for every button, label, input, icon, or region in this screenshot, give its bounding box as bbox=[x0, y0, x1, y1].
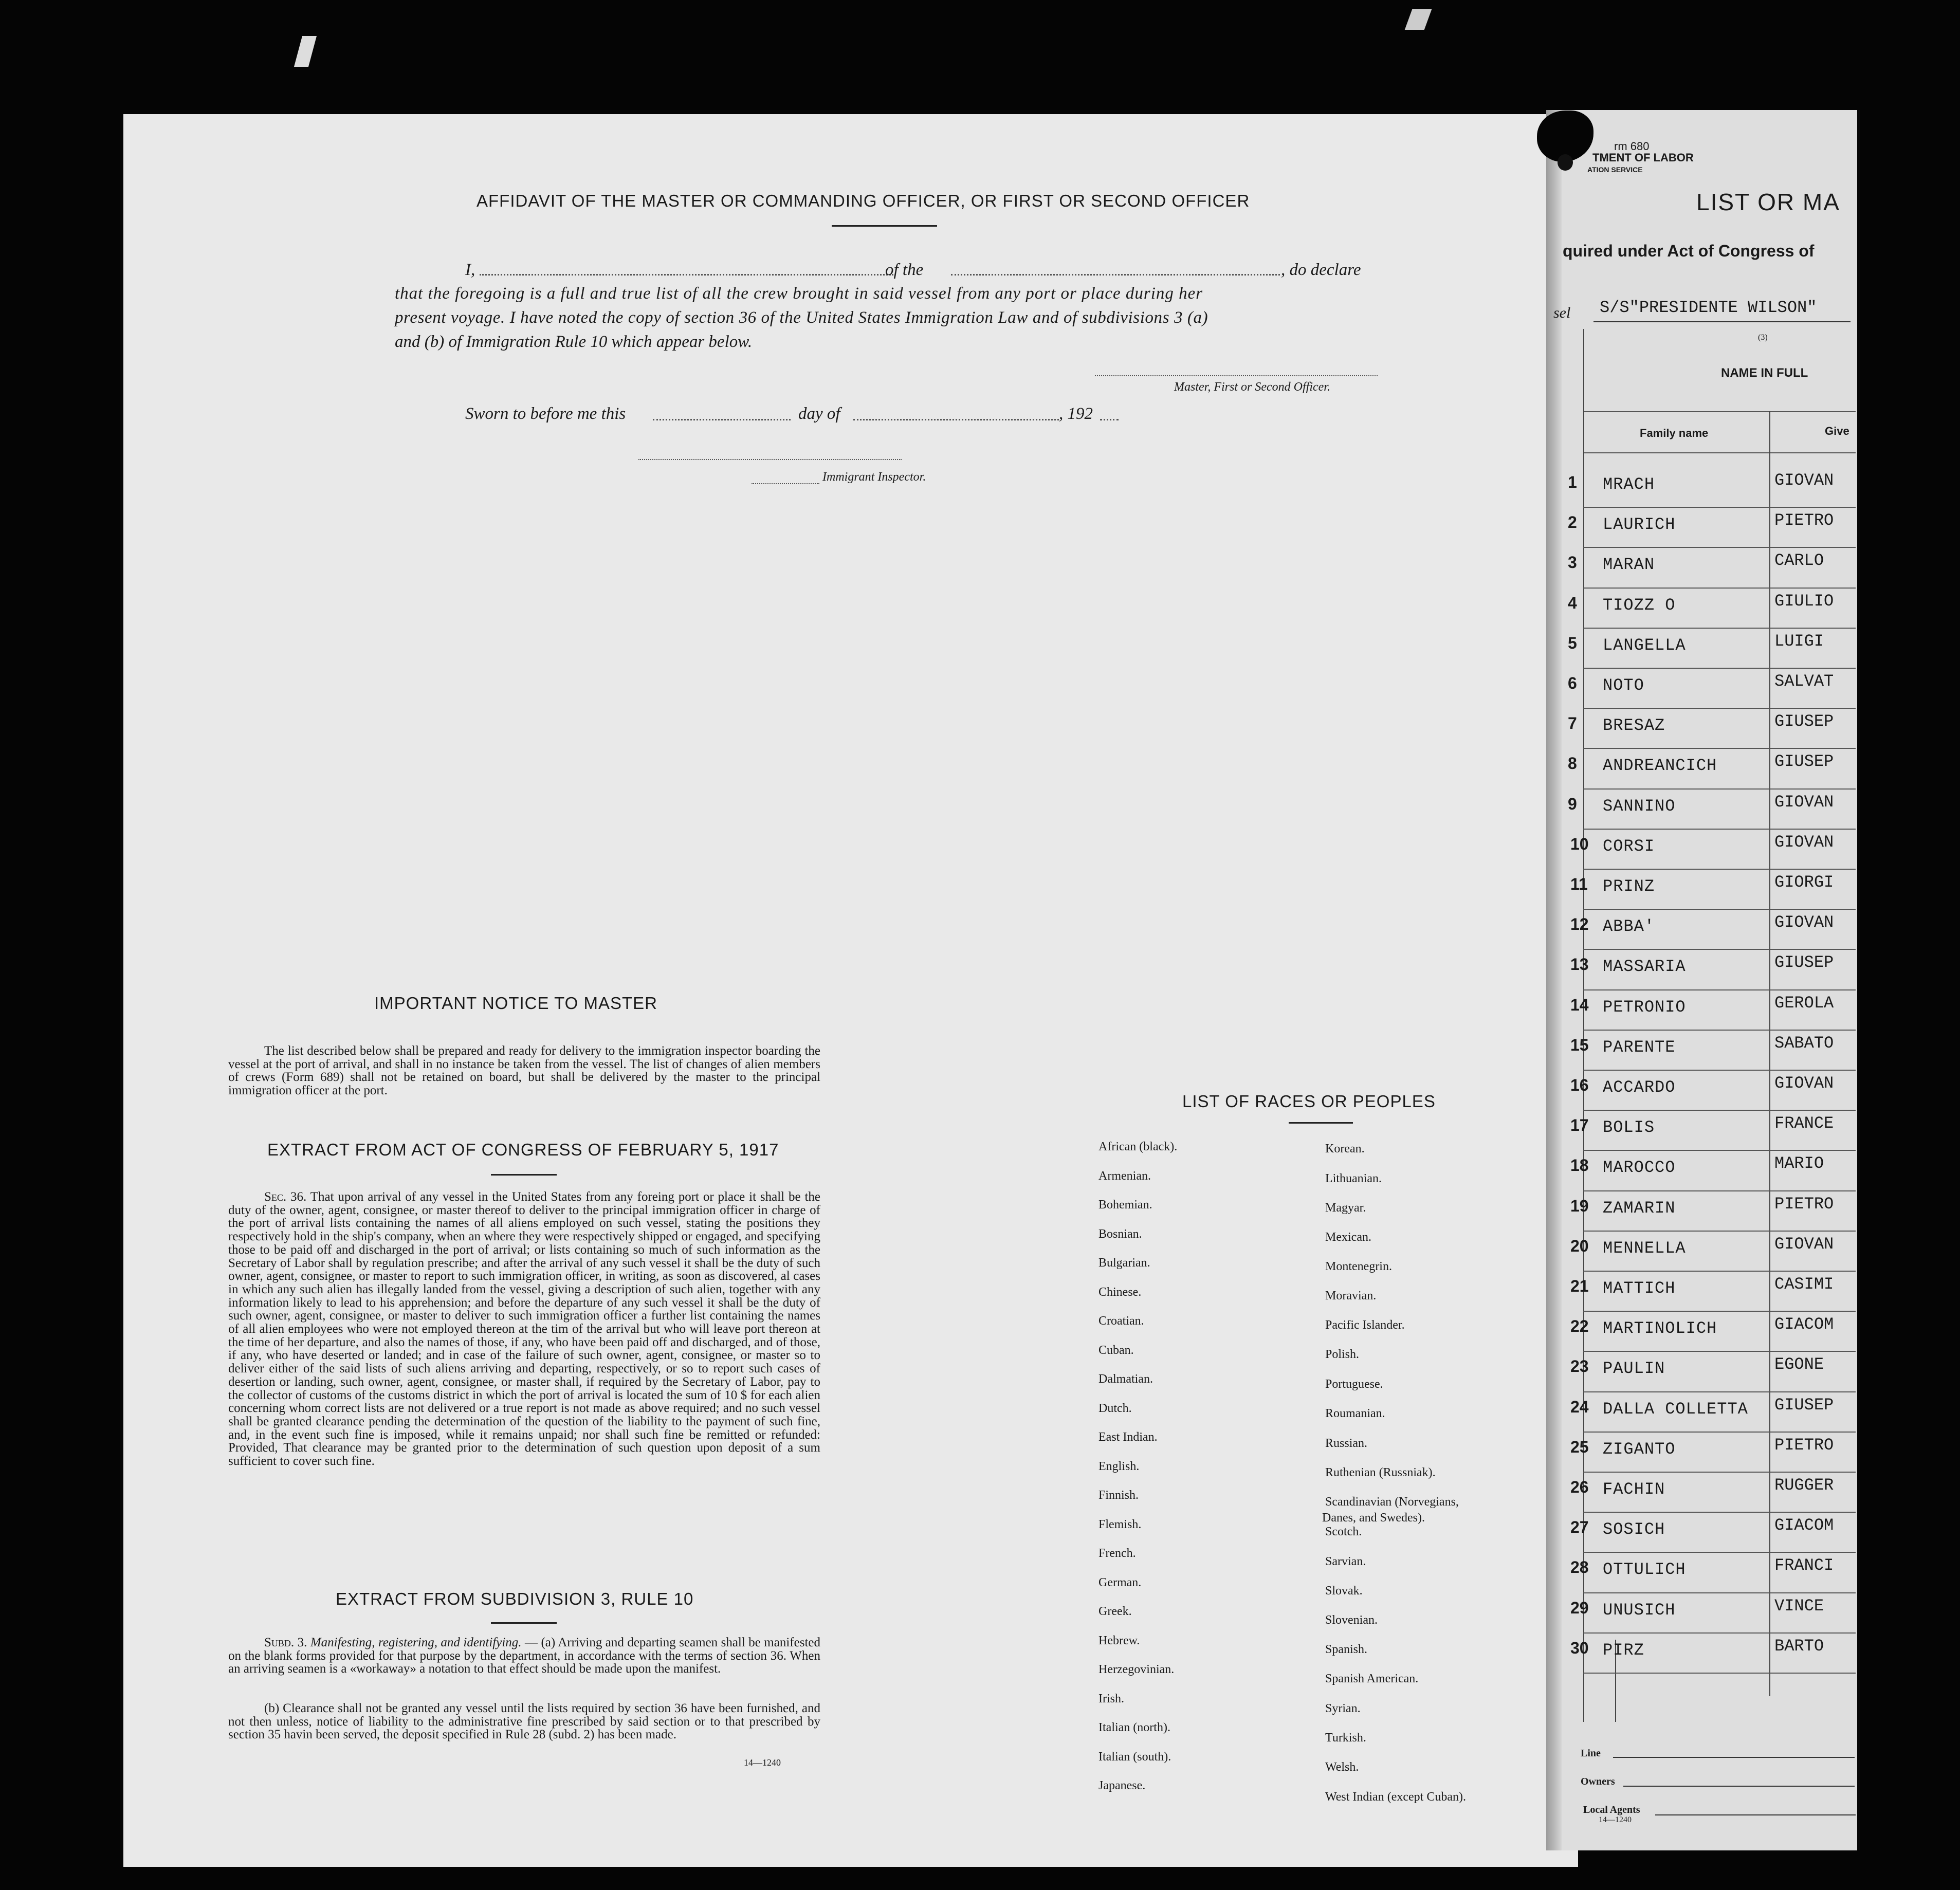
family-name-cell: ABBA' bbox=[1603, 917, 1655, 937]
row-separator bbox=[1583, 1030, 1856, 1031]
family-name-cell: MARAN bbox=[1603, 555, 1655, 575]
row-separator bbox=[1583, 1231, 1856, 1232]
vessel-underline bbox=[1593, 321, 1851, 322]
family-name-cell: SANNINO bbox=[1603, 796, 1676, 816]
row-number: 3 bbox=[1568, 553, 1577, 572]
subdivision-a-text bbox=[228, 1636, 820, 1676]
row-number: 7 bbox=[1568, 714, 1577, 733]
given-name-cell: GIORGI bbox=[1774, 873, 1834, 892]
races-title: LIST OF RACES OR PEOPLES bbox=[1182, 1092, 1436, 1111]
given-name-cell: CASIMI bbox=[1774, 1275, 1834, 1294]
race-item: East Indian. bbox=[1098, 1430, 1158, 1444]
line-underline bbox=[1613, 1757, 1855, 1758]
affidavit-title: AFFIDAVIT OF THE MASTER OR COMMANDING OFFICER, OR FIRST OR SECOND OFFICER bbox=[477, 191, 1250, 210]
extract-congress-title: EXTRACT FROM ACT OF CONGRESS OF FEBRUARY 5, 1917 bbox=[267, 1140, 779, 1159]
section-body: That upon arrival of any vessel in the United States from any foreing port or place it shall be the duty of the owner, agent, consignee, or master thereof to deliver to the principal immigration officer in charge of the port of arrival lists containing the names of all aliens employed on such vessel, stating the positions they respectively hold in the ship's company, when an where they were respectively shipped or engaged, and specifying those to be paid off and discharged in the port of arrival; or lists containing so much of such information as the Secretary of Labor shall by regulation prescribe; and after the arrival of any such vessel it shall be the duty of such owner, agent, consignee, or master to report to such immigration officer, in writing, as soon as discovered, al cases in which any such alien has illegally landed from the vessel, giving a description of such alien, together with any information likely to lead to his apprehension; and before the departure of any such vessel it shall be the duty of such owner, agent, consignee, or master to deliver to such immigration officer a further list containing the names of all alien employees who were not employed thereon at the tim of the arrival but who will leave port thereon at the time of her departure, and also the names of those, if any, who have been paid off and discharged, and of those, if any, who have deserted or landed; and in case of the failure of such owner, agent, consignee, or master so to deliver either of the said lists of such aliens arriving and departing, respectively, or so to report such cases of desertion or landing, such owner, agent, consignee, or master shall, if required by the Secretary of Labor, pay to the collector of customs of the customs district in which the port of arrival is located the sum of 10 $ for each alien concerning whom correct lists are not delivered or a true report is not made as above required; and no such vessel shall be granted clearance pending the determination of the question of the liability to the payment of such fine, and, in the event such fine is imposed, while it remains unpaid; nor shall such fine be remitted or refunded: Provided, That clearance may be granted prior to the determination of such question upon deposit of a sum sufficient to cover such fine. bbox=[228, 1190, 820, 1469]
race-item: Bohemian. bbox=[1098, 1198, 1152, 1212]
row-separator bbox=[1583, 1190, 1856, 1191]
affidavit-of-the: of the bbox=[885, 261, 924, 279]
family-name-cell: PETRONIO bbox=[1603, 997, 1686, 1017]
race-item: Spanish. bbox=[1325, 1643, 1368, 1656]
race-item: Mexican. bbox=[1325, 1231, 1371, 1244]
row-number: 28 bbox=[1570, 1558, 1589, 1577]
race-item: Bosnian. bbox=[1098, 1227, 1142, 1241]
race-item: Scandinavian (Norvegians, bbox=[1325, 1495, 1459, 1509]
family-name-cell: CORSI bbox=[1603, 836, 1655, 856]
given-name-cell: EGONE bbox=[1774, 1355, 1824, 1374]
row-number: 11 bbox=[1570, 875, 1588, 893]
family-name-cell: BRESAZ bbox=[1603, 716, 1665, 736]
name-in-full-header: NAME IN FULL bbox=[1721, 366, 1808, 380]
row-separator bbox=[1583, 748, 1856, 749]
manifest-subtitle: quired under Act of Congress of bbox=[1563, 242, 1815, 260]
row-number: 17 bbox=[1570, 1116, 1589, 1135]
given-name-cell: PIETRO bbox=[1774, 1194, 1834, 1214]
race-item: Syrian. bbox=[1325, 1702, 1361, 1715]
race-item: Korean. bbox=[1325, 1142, 1365, 1155]
row-number: 6 bbox=[1568, 674, 1577, 692]
given-name-cell: SABATO bbox=[1774, 1033, 1834, 1053]
given-name-cell: GIOVAN bbox=[1774, 913, 1834, 932]
given-name-cell: VINCE bbox=[1774, 1596, 1824, 1616]
family-name-cell: MRACH bbox=[1603, 475, 1655, 494]
race-item: Irish. bbox=[1098, 1692, 1124, 1705]
given-name-cell: FRANCE bbox=[1774, 1114, 1834, 1133]
family-name-cell: UNUSICH bbox=[1603, 1600, 1676, 1620]
race-item: Spanish American. bbox=[1325, 1672, 1419, 1685]
inspector-signature-blank[interactable] bbox=[638, 459, 902, 460]
day-blank[interactable] bbox=[653, 419, 791, 420]
given-name-cell: GEROLA bbox=[1774, 993, 1834, 1013]
row-number: 29 bbox=[1570, 1598, 1589, 1617]
race-item: Dalmatian. bbox=[1098, 1372, 1153, 1386]
row-number: 12 bbox=[1570, 915, 1589, 934]
affidavit-line: and (b) of Immigration Rule 10 which appear below. bbox=[395, 333, 753, 351]
row-separator bbox=[1583, 668, 1856, 669]
row-separator bbox=[1583, 1150, 1856, 1151]
section-36-text bbox=[228, 1190, 820, 1468]
race-item: Moravian. bbox=[1325, 1289, 1377, 1302]
given-name-cell: GIUSEP bbox=[1774, 953, 1834, 972]
race-item: German. bbox=[1098, 1575, 1142, 1589]
row-number: 10 bbox=[1570, 834, 1589, 853]
vessel-blank[interactable] bbox=[951, 274, 1280, 276]
race-item: Slovenian. bbox=[1325, 1613, 1378, 1627]
affidavit-i: I, bbox=[465, 261, 475, 279]
form-label: rm 680 bbox=[1614, 140, 1650, 153]
year-label: , 192 bbox=[1059, 405, 1093, 423]
vessel-label: sel bbox=[1553, 304, 1571, 321]
race-item: Bulgarian. bbox=[1098, 1256, 1150, 1270]
subdivision-b-text: (b) Clearance shall not be granted any vessel until the lists required by section 36 have been furnished, and not then unless, notice of liability to the administrative fine prescribed by said section or to that prescribed by section 35 havin been served, the deposit specified in Rule 28 (subd. 2) has been made. bbox=[228, 1701, 820, 1742]
row-separator bbox=[1583, 1592, 1856, 1593]
row-number: 13 bbox=[1570, 955, 1589, 974]
header-rule bbox=[1583, 452, 1856, 453]
family-name-cell: BOLIS bbox=[1603, 1118, 1655, 1137]
section-lead: Sec. 36. bbox=[264, 1190, 307, 1204]
row-number: 16 bbox=[1570, 1076, 1589, 1094]
family-name-cell: MASSARIA bbox=[1603, 957, 1686, 977]
family-name-cell: TIOZZ O bbox=[1603, 595, 1676, 615]
family-name-cell: OTTULICH bbox=[1603, 1560, 1686, 1580]
row-number: 30 bbox=[1570, 1638, 1589, 1657]
vessel-name: S/S"PRESIDENTE WILSON" bbox=[1600, 298, 1817, 317]
family-name-header: Family name bbox=[1640, 427, 1709, 439]
race-item: Ruthenian (Russniak). bbox=[1325, 1466, 1436, 1479]
given-name-cell: CARLO bbox=[1774, 551, 1824, 571]
master-signature-blank[interactable] bbox=[1095, 375, 1378, 376]
sworn-label: Sworn to before me this bbox=[465, 405, 626, 423]
race-item: Italian (north). bbox=[1098, 1721, 1170, 1734]
notice-text: The list described below shall be prepared and ready for delivery to the immigration inspector boarding the vessel at the port of arrival, and shall in no instance be taken from the vessel. The list of changes of alien members of crews (Form 689) shall not be retained on board, but shall be delivered by the master to the principal immigration officer at the port. bbox=[228, 1044, 820, 1098]
row-separator bbox=[1583, 1673, 1856, 1674]
given-name-cell: SALVAT bbox=[1774, 672, 1834, 691]
row-number: 21 bbox=[1570, 1277, 1589, 1295]
race-item: Japanese. bbox=[1098, 1779, 1146, 1792]
family-name-cell: PIRZ bbox=[1603, 1640, 1644, 1660]
row-number: 9 bbox=[1568, 794, 1577, 813]
department-label: TMENT OF LABOR bbox=[1592, 151, 1694, 164]
inspector-dots bbox=[752, 483, 819, 484]
given-name-cell: GIOVAN bbox=[1774, 1234, 1834, 1254]
row-number: 18 bbox=[1570, 1156, 1589, 1175]
family-name-cell: PRINZ bbox=[1603, 877, 1655, 896]
service-label: ATION SERVICE bbox=[1587, 166, 1643, 174]
row-separator bbox=[1583, 1070, 1856, 1071]
form-number: 14—1240 bbox=[744, 1757, 781, 1768]
given-name-cell: GIUSEP bbox=[1774, 712, 1834, 731]
row-number: 27 bbox=[1570, 1518, 1589, 1537]
row-separator bbox=[1583, 1351, 1856, 1352]
row-separator bbox=[1583, 588, 1856, 589]
race-item: Montenegrin. bbox=[1325, 1260, 1392, 1273]
given-name-cell: GIACOM bbox=[1774, 1315, 1834, 1334]
family-name-cell: PARENTE bbox=[1603, 1037, 1676, 1057]
subdivision-a: — (a) Arriving and departing seamen shall be manifested on the blank forms provided for that purpose by the department, in accordance with the terms of section 36. When an arriving seamen is a «workaway» a notation to that effect should be made upon the manifest. bbox=[228, 1636, 820, 1676]
notice-title: IMPORTANT NOTICE TO MASTER bbox=[374, 994, 658, 1013]
given-name-cell: PIETRO bbox=[1774, 1435, 1834, 1455]
row-separator bbox=[1583, 628, 1856, 629]
row-separator bbox=[1583, 1512, 1856, 1513]
family-name-cell: LAURICH bbox=[1603, 515, 1676, 535]
row-separator bbox=[1583, 829, 1856, 830]
family-name-cell: NOTO bbox=[1603, 676, 1644, 695]
race-item: Russian. bbox=[1325, 1437, 1368, 1450]
race-item: Polish. bbox=[1325, 1348, 1360, 1361]
race-item: Armenian. bbox=[1098, 1169, 1151, 1183]
divider bbox=[491, 1622, 557, 1624]
family-name-cell: MARTINOLICH bbox=[1603, 1319, 1717, 1338]
given-name-cell: GIOVAN bbox=[1774, 1074, 1834, 1093]
family-name-cell: FACHIN bbox=[1603, 1480, 1665, 1499]
row-separator bbox=[1583, 547, 1856, 548]
family-name-cell: MAROCCO bbox=[1603, 1158, 1676, 1178]
paper-scrap bbox=[1405, 9, 1432, 30]
race-item: West Indian (except Cuban). bbox=[1325, 1790, 1466, 1804]
agents-underline bbox=[1655, 1814, 1856, 1815]
family-name-cell: ZIGANTO bbox=[1603, 1439, 1676, 1459]
race-item: Dutch. bbox=[1098, 1401, 1132, 1415]
race-item: Flemish. bbox=[1098, 1517, 1142, 1531]
given-name-cell: GIUSEP bbox=[1774, 752, 1834, 772]
race-item: Italian (south). bbox=[1098, 1750, 1171, 1764]
row-separator bbox=[1583, 1472, 1856, 1473]
family-name-cell: MENNELLA bbox=[1603, 1238, 1686, 1258]
paper-scrap bbox=[294, 36, 317, 67]
row-separator bbox=[1583, 1432, 1856, 1433]
race-item: English. bbox=[1098, 1459, 1140, 1473]
affidavit-declare: , do declare bbox=[1281, 261, 1361, 279]
row-separator bbox=[1583, 1391, 1856, 1392]
header-rule bbox=[1583, 411, 1856, 412]
owners-underline bbox=[1623, 1786, 1855, 1787]
given-name-cell: GIOVAN bbox=[1774, 471, 1834, 490]
given-name-cell: GIUSEP bbox=[1774, 1395, 1834, 1415]
master-signature-label: Master, First or Second Officer. bbox=[1174, 380, 1330, 394]
given-name-header: Give bbox=[1825, 425, 1849, 437]
month-blank[interactable] bbox=[853, 419, 1059, 420]
row-number: 1 bbox=[1568, 473, 1577, 491]
day-of-label: day of bbox=[798, 405, 840, 423]
given-name-cell: GIOVAN bbox=[1774, 832, 1834, 852]
row-separator bbox=[1583, 869, 1856, 870]
manifest-form-number: 14—1240 bbox=[1599, 1815, 1632, 1824]
given-name-cell: MARIO bbox=[1774, 1154, 1824, 1173]
family-name-cell: SOSICH bbox=[1603, 1520, 1665, 1539]
divider bbox=[491, 1174, 557, 1176]
local-agents-label: Local Agents bbox=[1583, 1804, 1640, 1815]
extract-subdivision-title: EXTRACT FROM SUBDIVISION 3, RULE 10 bbox=[336, 1589, 694, 1608]
given-name-cell: RUGGER bbox=[1774, 1476, 1834, 1495]
race-item: Danes, and Swedes). bbox=[1322, 1511, 1425, 1525]
race-item: Lithuanian. bbox=[1325, 1172, 1382, 1185]
divider bbox=[1289, 1122, 1353, 1124]
row-separator bbox=[1583, 909, 1856, 910]
race-item: Cuban. bbox=[1098, 1343, 1134, 1357]
column-number: (3) bbox=[1758, 333, 1768, 342]
torn-hole bbox=[1558, 154, 1573, 171]
row-separator bbox=[1583, 989, 1856, 990]
row-number: 20 bbox=[1570, 1236, 1589, 1255]
row-separator bbox=[1583, 1552, 1856, 1553]
column-divider bbox=[1769, 411, 1770, 1696]
line-label: Line bbox=[1581, 1748, 1601, 1759]
family-name-cell: ANDREANCICH bbox=[1603, 756, 1717, 776]
race-item: Portuguese. bbox=[1325, 1378, 1383, 1391]
year-blank[interactable] bbox=[1100, 419, 1119, 420]
given-name-cell: FRANCI bbox=[1774, 1556, 1834, 1575]
race-item: Welsh. bbox=[1325, 1760, 1359, 1774]
row-number: 2 bbox=[1568, 513, 1577, 532]
row-separator bbox=[1583, 1110, 1856, 1111]
row-number: 26 bbox=[1570, 1478, 1589, 1496]
race-item: Scotch. bbox=[1325, 1525, 1362, 1538]
family-name-cell: ACCARDO bbox=[1603, 1078, 1676, 1097]
row-number: 14 bbox=[1570, 995, 1589, 1014]
given-name-cell: GIULIO bbox=[1774, 591, 1834, 611]
family-name-cell: MATTICH bbox=[1603, 1279, 1676, 1298]
manifest-title: LIST OR MA bbox=[1696, 189, 1840, 215]
race-item: Herzegovinian. bbox=[1098, 1663, 1175, 1676]
race-item: Slovak. bbox=[1325, 1584, 1363, 1598]
given-name-cell: LUIGI bbox=[1774, 631, 1824, 651]
row-separator bbox=[1583, 708, 1856, 709]
family-name-cell: DALLA COLLETTA bbox=[1603, 1399, 1748, 1419]
race-item: Sarvian. bbox=[1325, 1555, 1366, 1568]
name-blank[interactable] bbox=[480, 274, 893, 276]
race-item: Hebrew. bbox=[1098, 1634, 1140, 1647]
row-number: 8 bbox=[1568, 754, 1577, 773]
row-separator bbox=[1583, 1632, 1856, 1634]
row-number: 15 bbox=[1570, 1035, 1589, 1054]
given-name-cell: PIETRO bbox=[1774, 511, 1834, 530]
row-separator bbox=[1583, 1271, 1856, 1272]
row-number: 5 bbox=[1568, 633, 1577, 652]
row-number: 22 bbox=[1570, 1317, 1589, 1336]
race-item: Magyar. bbox=[1325, 1201, 1366, 1215]
race-item: Finnish. bbox=[1098, 1489, 1139, 1502]
affidavit-line: that the foregoing is a full and true list of all the crew brought in said vessel from any port or place during her bbox=[395, 284, 1203, 303]
race-item: Roumanian. bbox=[1325, 1407, 1385, 1420]
race-item: Turkish. bbox=[1325, 1731, 1366, 1745]
row-number: 4 bbox=[1568, 593, 1577, 612]
affidavit-line: present voyage. I have noted the copy of section 36 of the United States Immigration Law and of subdivisions 3 (a) bbox=[395, 308, 1208, 327]
race-item: Chinese. bbox=[1098, 1285, 1142, 1299]
row-separator bbox=[1583, 1311, 1856, 1312]
family-name-cell: LANGELLA bbox=[1603, 635, 1686, 655]
row-separator bbox=[1583, 507, 1856, 508]
row-number: 25 bbox=[1570, 1437, 1589, 1456]
given-name-cell: GIOVAN bbox=[1774, 792, 1834, 812]
divider bbox=[832, 225, 937, 227]
family-name-cell: ZAMARIN bbox=[1603, 1198, 1676, 1218]
row-number: 23 bbox=[1570, 1357, 1589, 1376]
inspector-label: Immigrant Inspector. bbox=[822, 470, 926, 484]
owners-label: Owners bbox=[1581, 1776, 1615, 1787]
given-name-cell: GIACOM bbox=[1774, 1516, 1834, 1535]
race-item: African (black). bbox=[1098, 1140, 1178, 1153]
page-fold-shadow bbox=[1546, 110, 1562, 1850]
subdivision-heading: Manifesting, registering, and identifying. bbox=[310, 1636, 522, 1649]
given-name-cell: BARTO bbox=[1774, 1636, 1824, 1656]
row-separator bbox=[1583, 788, 1856, 790]
row-number: 19 bbox=[1570, 1196, 1589, 1215]
race-item: Greek. bbox=[1098, 1605, 1132, 1618]
race-item: French. bbox=[1098, 1547, 1136, 1560]
race-item: Pacific Islander. bbox=[1325, 1318, 1405, 1332]
row-separator bbox=[1583, 949, 1856, 950]
row-number: 24 bbox=[1570, 1397, 1589, 1416]
race-item: Croatian. bbox=[1098, 1314, 1144, 1328]
manifest-sheet bbox=[1550, 110, 1857, 1850]
subdivision-lead: Subd. 3. bbox=[264, 1636, 307, 1649]
family-name-cell: PAULIN bbox=[1603, 1359, 1665, 1379]
column-divider bbox=[1583, 329, 1584, 1722]
